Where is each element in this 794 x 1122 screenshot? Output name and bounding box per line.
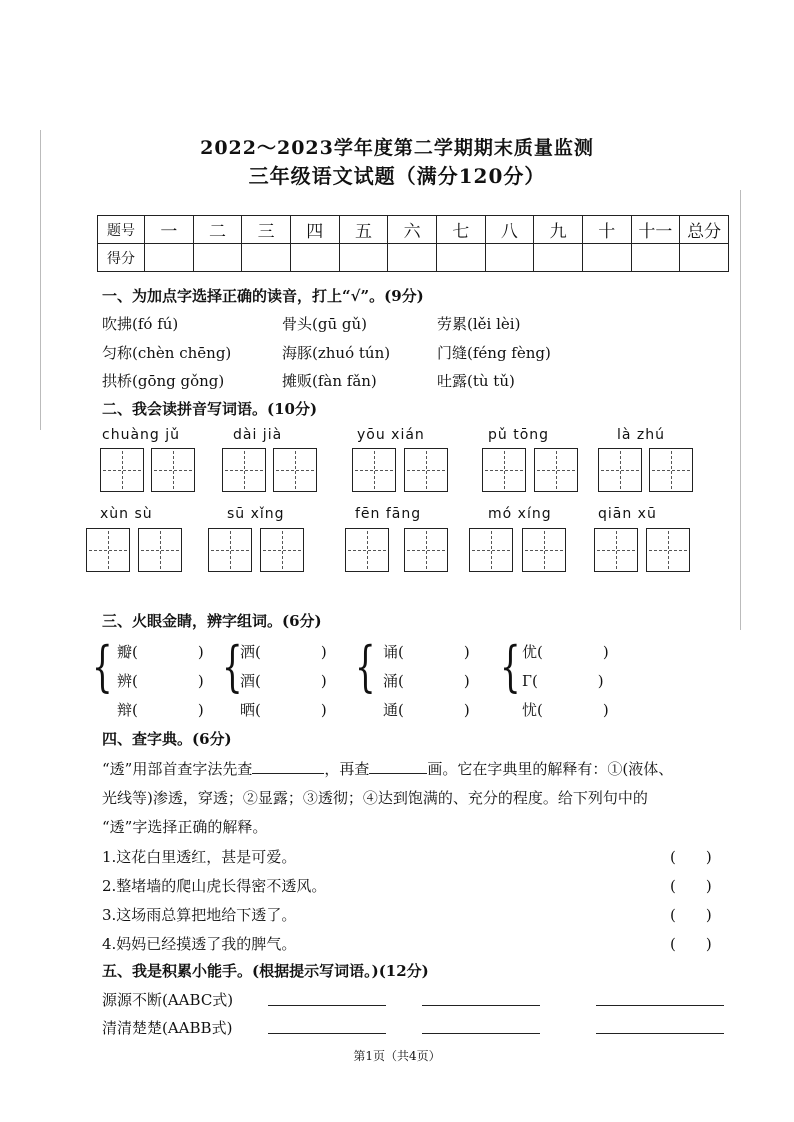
word-group-char: 诵( )	[383, 643, 470, 661]
pronunciation-item[interactable]: 拱桥(gōng gǒng)	[102, 372, 225, 390]
row-label: 得分	[98, 244, 145, 272]
question-item: 1.这花白里透红，甚是可爱。	[102, 848, 297, 866]
pinyin-label: là zhú	[617, 427, 666, 443]
score-cell[interactable]	[436, 244, 485, 272]
dictionary-paragraph: “透”字选择正确的解释。	[102, 818, 268, 836]
col-header: 三	[242, 216, 291, 244]
col-header: 一	[145, 216, 194, 244]
writing-grid[interactable]	[404, 528, 448, 572]
answer-parentheses[interactable]: ( )	[670, 935, 712, 953]
pinyin-label: mó xíng	[488, 506, 552, 522]
pinyin-label: pǔ tōng	[488, 427, 550, 443]
writing-grid[interactable]	[86, 528, 130, 572]
question-item: 2.整堵墙的爬山虎长得密不透风。	[102, 877, 327, 895]
answer-line[interactable]	[422, 1005, 540, 1006]
writing-grid[interactable]	[404, 448, 448, 492]
answer-line[interactable]	[422, 1033, 540, 1034]
score-table-score-row	[98, 244, 729, 272]
col-header: 十	[582, 216, 631, 244]
col-header: 总分	[680, 216, 729, 244]
answer-blank[interactable]	[369, 773, 427, 774]
section-2-heading: 二、我会读拼音写词语。(10分)	[102, 400, 318, 418]
score-cell[interactable]	[534, 244, 583, 272]
answer-blank[interactable]	[252, 773, 324, 774]
dictionary-paragraph: 光线等)渗透，穿透；②显露；③透彻；④达到饱满的、充分的程度。给下列句中的	[102, 789, 648, 807]
col-header: 四	[290, 216, 339, 244]
word-group-char: 忧( )	[522, 701, 609, 719]
pronunciation-item[interactable]: 门缝(féng fèng)	[437, 344, 551, 362]
page-footer: 第1页（共4页）	[353, 1049, 441, 1063]
pronunciation-item[interactable]: 吹拂(fó fú)	[102, 315, 179, 333]
writing-grid[interactable]	[469, 528, 513, 572]
score-cell[interactable]	[631, 244, 680, 272]
word-group-char: 瓣( )	[117, 643, 204, 661]
question-item: 4.妈妈已经摸透了我的脾气。	[102, 935, 297, 953]
accumulation-prompt: 源源不断(AABC式)	[102, 991, 234, 1009]
word-group-char: Г( )	[522, 672, 604, 690]
score-cell[interactable]	[339, 244, 388, 272]
pinyin-label: sū xǐng	[227, 506, 285, 522]
score-cell[interactable]	[582, 244, 631, 272]
pronunciation-item[interactable]: 匀称(chèn chēng)	[102, 344, 232, 362]
left-brace: {	[92, 635, 113, 698]
left-brace: {	[222, 635, 243, 698]
writing-grid[interactable]	[482, 448, 526, 492]
word-group-char: 洒( )	[240, 643, 327, 661]
writing-grid[interactable]	[208, 528, 252, 572]
score-cell[interactable]	[242, 244, 291, 272]
col-header: 五	[339, 216, 388, 244]
pronunciation-item[interactable]: 海豚(zhuó tún)	[282, 344, 391, 362]
question-item: 3.这场雨总算把地给下透了。	[102, 906, 297, 924]
word-group-char: 晒( )	[240, 701, 327, 719]
writing-grid[interactable]	[522, 528, 566, 572]
writing-grid[interactable]	[151, 448, 195, 492]
row-label: 题号	[98, 216, 145, 244]
writing-grid[interactable]	[594, 528, 638, 572]
pronunciation-item[interactable]: 摊贩(fàn fǎn)	[282, 372, 377, 390]
col-header: 六	[388, 216, 437, 244]
section-3-heading: 三、火眼金睛，辨字组词。(6分)	[102, 612, 322, 630]
writing-grid[interactable]	[598, 448, 642, 492]
col-header: 七	[436, 216, 485, 244]
score-table	[97, 215, 729, 272]
writing-grid[interactable]	[138, 528, 182, 572]
answer-line[interactable]	[268, 1033, 386, 1034]
answer-line[interactable]	[268, 1005, 386, 1006]
pronunciation-item[interactable]: 劳累(lěi lèi)	[437, 315, 521, 333]
col-header: 九	[534, 216, 583, 244]
writing-grid[interactable]	[646, 528, 690, 572]
writing-grid[interactable]	[534, 448, 578, 492]
score-cell[interactable]	[145, 244, 194, 272]
pinyin-label: yōu xián	[357, 427, 425, 443]
pronunciation-item[interactable]: 骨头(gū gǔ)	[282, 315, 367, 333]
writing-grid[interactable]	[649, 448, 693, 492]
left-brace: {	[500, 635, 521, 698]
answer-parentheses[interactable]: ( )	[670, 906, 712, 924]
pinyin-label: qiān xū	[598, 506, 657, 522]
section-4-heading: 四、查字典。(6分)	[102, 730, 232, 748]
word-group-char: 通( )	[383, 701, 470, 719]
score-cell[interactable]	[680, 244, 729, 272]
accumulation-prompt: 清清楚楚(AABB式)	[102, 1019, 233, 1037]
left-brace: {	[355, 635, 376, 698]
word-group-char: 辩( )	[117, 701, 204, 719]
section-5-heading: 五、我是积累小能手。(根据提示写词语。)(12分)	[102, 962, 429, 980]
score-cell[interactable]	[485, 244, 534, 272]
score-cell[interactable]	[388, 244, 437, 272]
exam-title: 2022～2023学年度第二学期期末质量监测	[200, 137, 594, 159]
score-table-header-row	[98, 216, 729, 244]
dictionary-paragraph: “透”用部首查字法先查 ，再查 画。它在字典里的解释有：①(液体、	[102, 760, 674, 778]
word-group-char: 辨( )	[117, 672, 204, 690]
writing-grid[interactable]	[352, 448, 396, 492]
pronunciation-item[interactable]: 吐露(tù tǔ)	[437, 372, 515, 390]
scan-edge-right	[740, 190, 741, 630]
word-group-char: 优( )	[522, 643, 609, 661]
pinyin-label: dài jià	[233, 427, 283, 443]
writing-grid[interactable]	[260, 528, 304, 572]
col-header: 十一	[631, 216, 680, 244]
col-header: 八	[485, 216, 534, 244]
writing-grid[interactable]	[100, 448, 144, 492]
answer-parentheses[interactable]: ( )	[670, 848, 712, 866]
exam-subtitle: 三年级语文试题（满分120分）	[248, 164, 546, 188]
writing-grid[interactable]	[345, 528, 389, 572]
pinyin-label: fēn fāng	[355, 506, 422, 522]
scan-edge-left	[40, 130, 41, 430]
writing-grid[interactable]	[222, 448, 266, 492]
writing-grid[interactable]	[273, 448, 317, 492]
word-group-char: 酒( )	[240, 672, 327, 690]
word-group-char: 涌( )	[383, 672, 470, 690]
col-header: 二	[193, 216, 242, 244]
answer-line[interactable]	[596, 1033, 724, 1034]
score-cell[interactable]	[290, 244, 339, 272]
score-cell[interactable]	[193, 244, 242, 272]
section-1-heading: 一、为加点字选择正确的读音，打上“√”。(9分)	[102, 287, 424, 305]
answer-parentheses[interactable]: ( )	[670, 877, 712, 895]
pinyin-label: xùn sù	[100, 506, 153, 522]
answer-line[interactable]	[596, 1005, 724, 1006]
pinyin-label: chuàng jǔ	[102, 427, 180, 443]
